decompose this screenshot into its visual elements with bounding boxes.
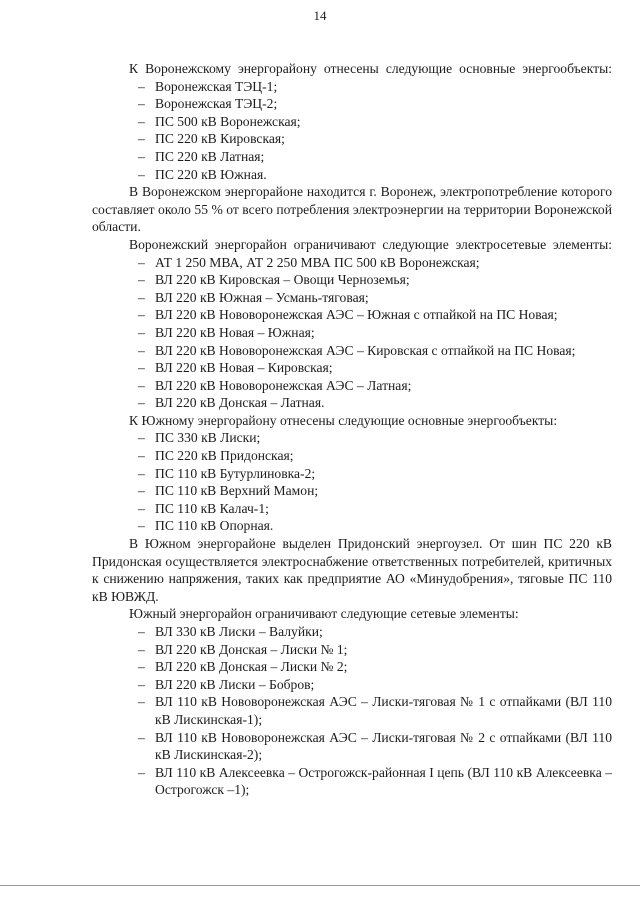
voronezh-consumption: В Воронежском энергорайоне находится г. Воронеж, электропотребление которого составляет около 55 % от всего потребления электроэнергии на территории Воронежской области.	[92, 184, 612, 235]
list-item: – ПС 110 кВ Бутурлиновка-2;	[92, 465, 612, 483]
list-item: – ВЛ 110 кВ Алексеевка – Острогожск-районная I цепь (ВЛ 110 кВ Алексеевка – Острогожск –1);	[92, 764, 612, 799]
bottom-rule	[0, 885, 640, 886]
list-item: – ВЛ 220 кВ Нововоронежская АЭС – Латная;	[92, 377, 612, 395]
list-item: – ВЛ 220 кВ Лиски – Бобров;	[92, 676, 612, 694]
voronezh-limits-list	[92, 254, 612, 412]
voronezh-limits-intro: Воронежский энергорайон ограничивают следующие электросетевые элементы:	[129, 236, 612, 252]
list-item: – Воронежская ТЭЦ-2;	[92, 95, 612, 113]
south-limits-intro: Южный энергорайон ограничивают следующие сетевые элементы:	[129, 606, 519, 622]
south-node-paragraph: В Южном энергорайоне выделен Придонский энергоузел. От шин ПС 220 кВ Придонская осуществляется электроснабжение ответственных потребителей, критичных к снижению напряжения, таких как предприятие АО «Минудобрения», тяговые ПС 110 кВ ЮВЖД.	[92, 536, 612, 604]
list-item: – ВЛ 330 кВ Лиски – Валуйки;	[92, 623, 612, 641]
list-item: – ВЛ 220 кВ Новая – Южная;	[92, 324, 612, 342]
list-item: – ПС 110 кВ Калач-1;	[92, 500, 612, 518]
list-item: – ВЛ 220 кВ Донская – Латная.	[92, 394, 612, 412]
list-item: – ПС 220 кВ Латная;	[92, 148, 612, 166]
list-item: – АТ 1 250 МВА, АТ 2 250 МВА ПС 500 кВ Воронежская;	[92, 254, 612, 272]
voronezh-intro: К Воронежскому энергорайону отнесены следующие основные энергообъекты:	[129, 61, 612, 76]
list-item: – ВЛ 220 кВ Новая – Кировская;	[92, 359, 612, 377]
south-intro: К Южному энергорайону отнесены следующие основные энергообъекты:	[129, 412, 558, 428]
page-body	[92, 60, 612, 799]
south-objects-list	[92, 429, 612, 535]
list-item: – ПС 220 кВ Придонская;	[92, 447, 612, 465]
list-item: – ВЛ 220 кВ Кировская – Овощи Черноземья;	[92, 271, 612, 289]
voronezh-objects-list	[92, 78, 612, 184]
list-item: – ВЛ 110 кВ Нововоронежская АЭС – Лиски-тяговая № 2 с отпайками (ВЛ 110 кВ Лискинская-2);	[92, 729, 612, 764]
list-item: – ПС 110 кВ Верхний Мамон;	[92, 482, 612, 500]
list-item: – ВЛ 220 кВ Нововоронежская АЭС – Кировская с отпайкой на ПС Новая;	[92, 342, 612, 360]
list-item: – ВЛ 220 кВ Донская – Лиски № 1;	[92, 641, 612, 659]
list-item: – ПС 220 кВ Кировская;	[92, 130, 612, 148]
list-item: – ВЛ 220 кВ Донская – Лиски № 2;	[92, 658, 612, 676]
list-item: – Воронежская ТЭЦ-1;	[92, 78, 612, 96]
list-item: – ВЛ 220 кВ Нововоронежская АЭС – Южная с отпайкой на ПС Новая;	[92, 306, 612, 324]
list-item: – ПС 220 кВ Южная.	[92, 166, 612, 184]
list-item: – ПС 330 кВ Лиски;	[92, 429, 612, 447]
south-limits-list	[92, 623, 612, 799]
list-item: – ПС 110 кВ Опорная.	[92, 517, 612, 535]
list-item: – ВЛ 110 кВ Нововоронежская АЭС – Лиски-тяговая № 1 с отпайками (ВЛ 110 кВ Лискинская-1);	[92, 693, 612, 728]
list-item: – ВЛ 220 кВ Южная – Усмань-тяговая;	[92, 289, 612, 307]
list-item: – ПС 500 кВ Воронежская;	[92, 113, 612, 131]
page-number: 14	[313, 8, 327, 23]
